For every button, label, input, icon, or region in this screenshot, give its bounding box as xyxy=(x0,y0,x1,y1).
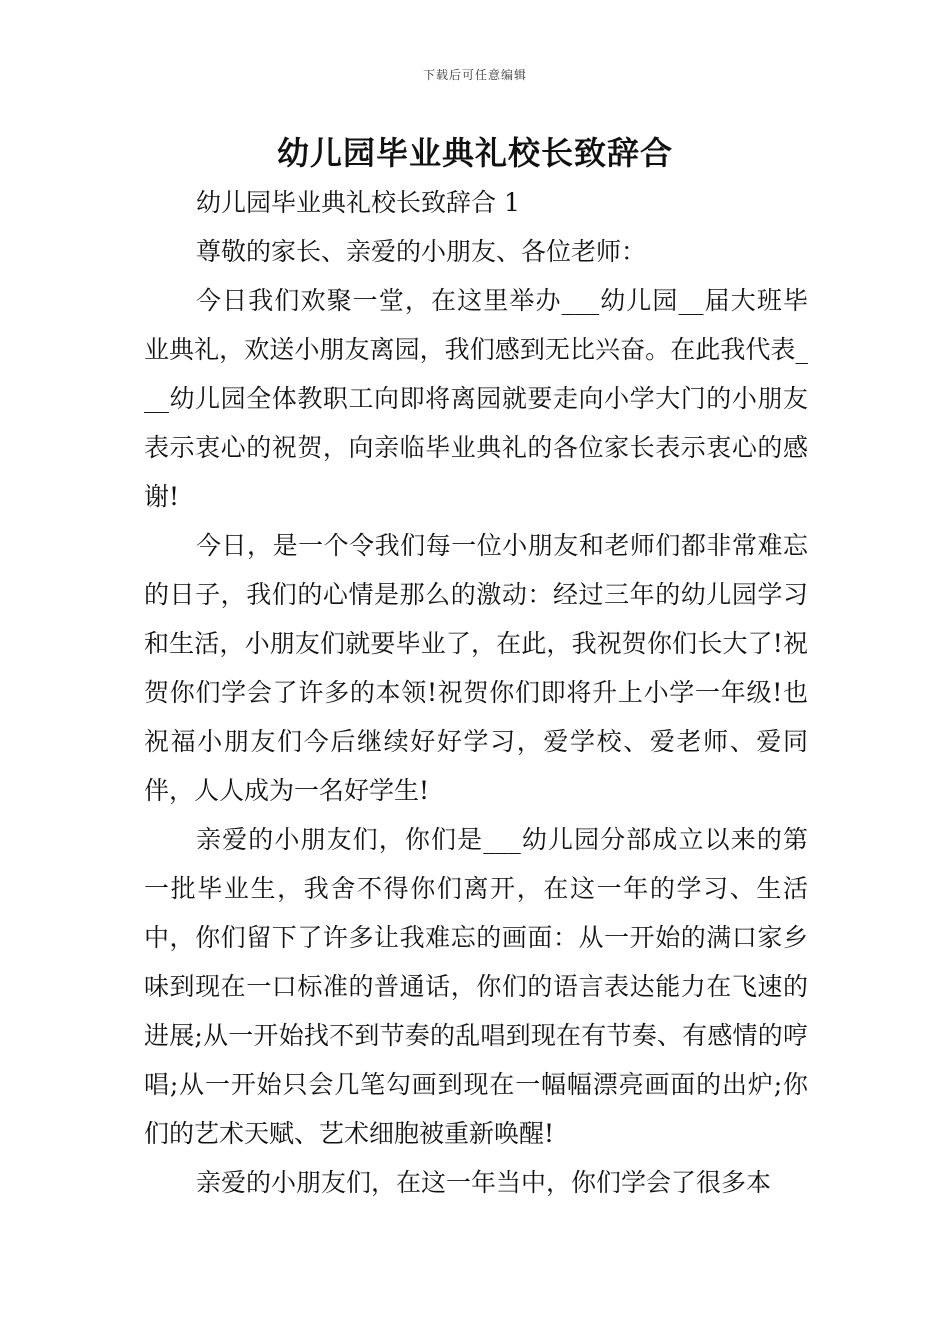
document-title: 幼儿园毕业典礼校长致辞合 xyxy=(276,134,673,172)
body-paragraph: 亲爱的小朋友们，你们是___幼儿园分部成立以来的第一批毕业生，我舍不得你们离开，在这一年的学习、生活中，你们留下了许多让我难忘的画面：从一开始的满口家乡味到现在一口标准的普通话，你们的语言表达能力在飞速的进展;从一开始找不到节奏的乱唱到现在有节奏、有感情的哼唱;从一开始只会几笔勾画到现在一幅幅漂亮画面的出炉;你们的艺术天赋、艺术细胞被重新唤醒! xyxy=(144,825,808,1148)
document-body xyxy=(144,178,808,1207)
body-paragraph: 今日，是一个令我们每一位小朋友和老师们都非常难忘的日子，我们的心情是那么的激动：经过三年的幼儿园学习和生活，小朋友们就要毕业了，在此，我祝贺你们长大了!祝贺你们学会了许多的本领!祝贺你们即将升上小学一年级!也祝福小朋友们今后继续好好学习，爱学校、爱老师、爱同伴，人人成为一名好学生! xyxy=(144,531,808,805)
subtitle-paragraph: 幼儿园毕业典礼校长致辞合 1 xyxy=(196,188,520,217)
body-paragraph: 今日我们欢聚一堂，在这里举办___幼儿园__届大班毕业典礼，欢送小朋友离园，我们感到无比兴奋。在此我代表___幼儿园全体教职工向即将离园就要走向小学大门的小朋友表示衷心的祝贺，向亲临毕业典礼的各位家长表示衷心的感谢! xyxy=(144,286,808,511)
body-paragraph: 亲爱的小朋友们，在这一年当中，你们学会了很多本 xyxy=(196,1168,772,1197)
header-note: 下载后可任意编辑 xyxy=(422,68,527,82)
salutation-paragraph: 尊敬的家长、亲爱的小朋友、各位老师： xyxy=(196,237,647,266)
